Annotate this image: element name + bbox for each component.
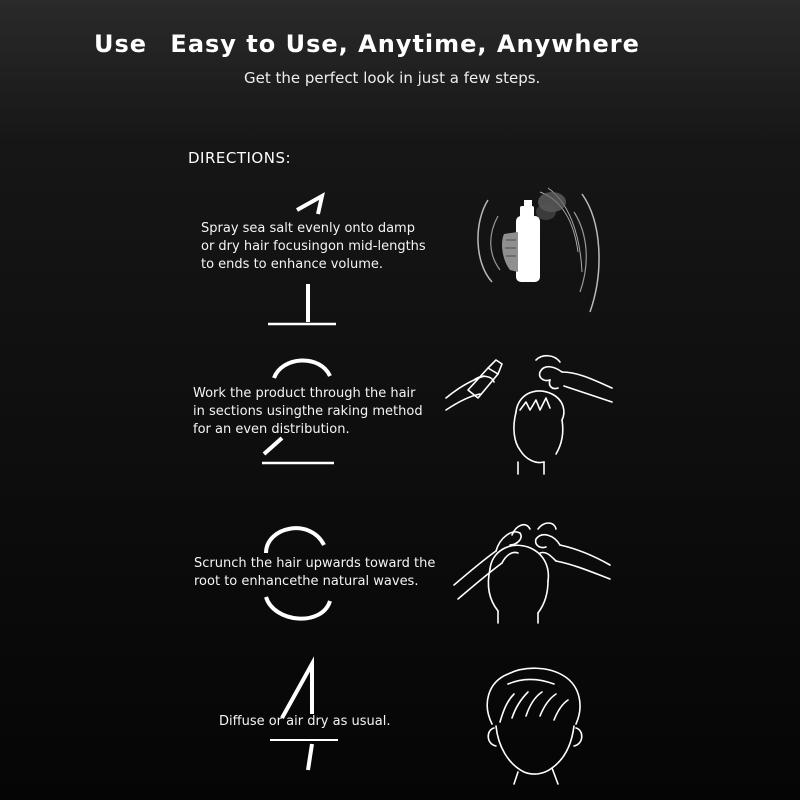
directions-heading: DIRECTIONS: xyxy=(188,149,292,167)
subheadline: Get the perfect look in just a few steps. xyxy=(244,69,541,87)
step-2-line-1: Work the product through the hair xyxy=(193,386,416,401)
step-3-line-1: Scrunch the hair upwards toward the xyxy=(194,556,436,571)
headline-lead: Use xyxy=(94,30,148,58)
hands-raking-hair-icon xyxy=(444,350,614,480)
step-1-line-2: or dry hair focusingon mid-lengths xyxy=(201,239,426,254)
headline-title: Easy to Use, Anytime, Anywhere xyxy=(170,30,640,58)
step-1-line-3: to ends to enhance volume. xyxy=(201,257,384,272)
step-2-text xyxy=(193,385,423,439)
step-3-text xyxy=(194,555,435,591)
hands-scrunching-hair-icon xyxy=(452,515,612,625)
step-4-line-1: Diffuse or air dry as usual. xyxy=(219,714,391,729)
styled-hair-head-icon xyxy=(478,664,588,784)
spray-bottle-icon xyxy=(470,182,610,322)
step-2-line-3: for an even distribution. xyxy=(193,422,350,437)
step-2-line-2: in sections usingthe raking method xyxy=(193,404,423,419)
headline xyxy=(94,30,640,58)
step-3-line-2: root to enhancethe natural waves. xyxy=(194,574,419,589)
step-1-text xyxy=(201,220,426,274)
step-1-line-1: Spray sea salt evenly onto damp xyxy=(201,221,415,236)
step-4-text xyxy=(219,713,390,731)
